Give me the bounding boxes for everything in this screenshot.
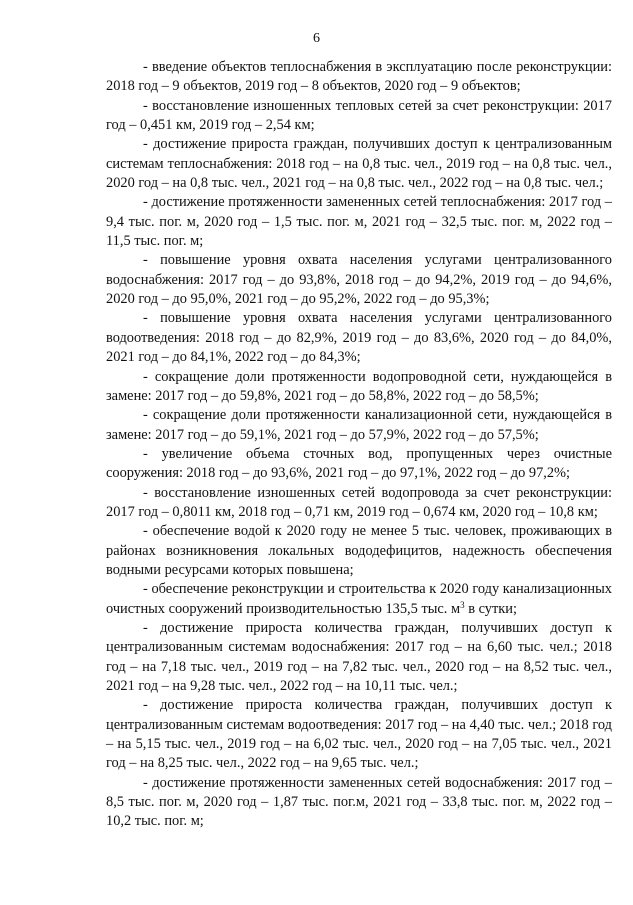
paragraph-text: - достижение протяженности замененных сетей водоснабжения: 2017 год – 8,5 тыс. пог. м, 2020 год – 1,87 тыс. пог.м, 2021 год – 33,8 тыс. пог. м, 2022 год – 10,2 тыс. пог. м;: [106, 774, 612, 830]
paragraph-text: - обеспечение реконструкции и строительства к 2020 году канализационных очистных сооружений производительностью 135,5 тыс. м: [106, 581, 612, 617]
paragraph-text: - восстановление изношенных тепловых сетей за счет реконструкции: 2017 год – 0,451 км, 2019 год – 2,54 км;: [106, 97, 612, 134]
list-item: [106, 696, 612, 773]
paragraph-text: - восстановление изношенных сетей водопровода за счет реконструкции: 2017 год – 0,8011 км, 2018 год – 0,71 км, 2019 год – 0,674 км, 2020 год – 10,8 км;: [106, 484, 612, 520]
paragraph-text: - введение объектов теплоснабжения в эксплуатацию после реконструкции: 2018 год – 9 объектов, 2019 год – 8 объектов, 2020 год – 9 объектов;: [106, 59, 612, 95]
paragraph-text: - достижение прироста количества граждан, получивших доступ к централизованным системам водоснабжения: 2017 год – на 6,60 тыс. чел.; 2018 год – на 7,18 тыс. чел., 2019 год – на 7,82 тыс. чел., 2020 год – на 8,52 тыс. чел., 2021 год – на 9,28 тыс. чел., 2022 год – на 10,11 тыс. чел.;: [106, 619, 612, 694]
list-item: [106, 58, 612, 97]
paragraph-text: - достижение прироста количества граждан, получивших доступ к централизованным системам водоотведения: 2017 год – на 4,40 тыс. чел.; 2018 год – на 5,15 тыс. чел., 2019 год – на 6,02 тыс. чел., 2020 год – на 7,05 тыс. чел., 2021 год – на 8,25 тыс. чел., 2022 год – на 9,65 тыс. чел.;: [106, 697, 612, 772]
list-item: [106, 368, 612, 407]
list-item: [106, 251, 612, 309]
paragraph-text: - обеспечение водой к 2020 году не менее 5 тыс. человек, проживающих в районах возникновения локальных вододефицитов, надежность обеспечения водными ресурсами которых повышена;: [106, 523, 612, 578]
list-item: [106, 97, 612, 136]
paragraph-text-continued: в сутки;: [464, 600, 517, 617]
paragraph-text: - сокращение доли протяженности канализационной сети, нуждающейся в замене: 2017 год – до 59,1%, 2021 год – до 57,9%, 2022 год – до 57,5%;: [106, 407, 612, 443]
paragraph-text: - достижение прироста граждан, получивших доступ к централизованным системам теплоснабжения: 2018 год – на 0,8 тыс. чел., 2019 год – на 0,8 тыс. чел., 2020 год – на 0,8 тыс. чел., 2021 год – на 0,8 тыс. чел., 2022 год – на 0,8 тыс. чел.;: [106, 136, 612, 192]
superscript-exponent: 3: [460, 599, 465, 610]
paragraph-text: - достижение протяженности замененных сетей теплоснабжения: 2017 год – 9,4 тыс. пог. м, 2020 год – 1,5 тыс. пог. м, 2021 год – 32,5 тыс. пог. м, 2022 год – 11,5 тыс. пог. м;: [106, 194, 612, 250]
list-item: [106, 774, 612, 832]
list-item: [106, 309, 612, 367]
paragraph-text: - повышение уровня охвата населения услугами централизованного водоотведения: 2018 год – до 82,9%, 2019 год – до 83,6%, 2020 год – до 84,0%, 2021 год – до 84,1%, 2022 год – до 84,3%;: [106, 310, 612, 366]
list-item: [106, 193, 612, 251]
list-item: [106, 580, 612, 619]
list-item: [106, 619, 612, 696]
list-item: [106, 522, 612, 580]
list-item: [106, 135, 612, 193]
list-item: [106, 406, 612, 445]
list-item: [106, 445, 612, 484]
page-number: 6: [313, 31, 320, 46]
paragraph-text: - повышение уровня охвата населения услугами централизованного водоснабжения: 2017 год – до 93,8%, 2018 год – до 94,2%, 2019 год – до 94,6%, 2020 год – до 95,0%, 2021 год – до 95,2%, 2022 год – до 95,3%;: [106, 252, 612, 308]
paragraph-text: - увеличение объема сточных вод, пропущенных через очистные сооружения: 2018 год – до 93,6%, 2021 год – до 97,1%, 2022 год – до 97,2%;: [106, 445, 612, 482]
page-body: [106, 58, 612, 832]
paragraph-text: - сокращение доли протяженности водопроводной сети, нуждающейся в замене: 2017 год – до 59,8%, 2021 год – до 58,8%, 2022 год – до 58,5%;: [106, 368, 612, 404]
list-item: [106, 484, 612, 523]
